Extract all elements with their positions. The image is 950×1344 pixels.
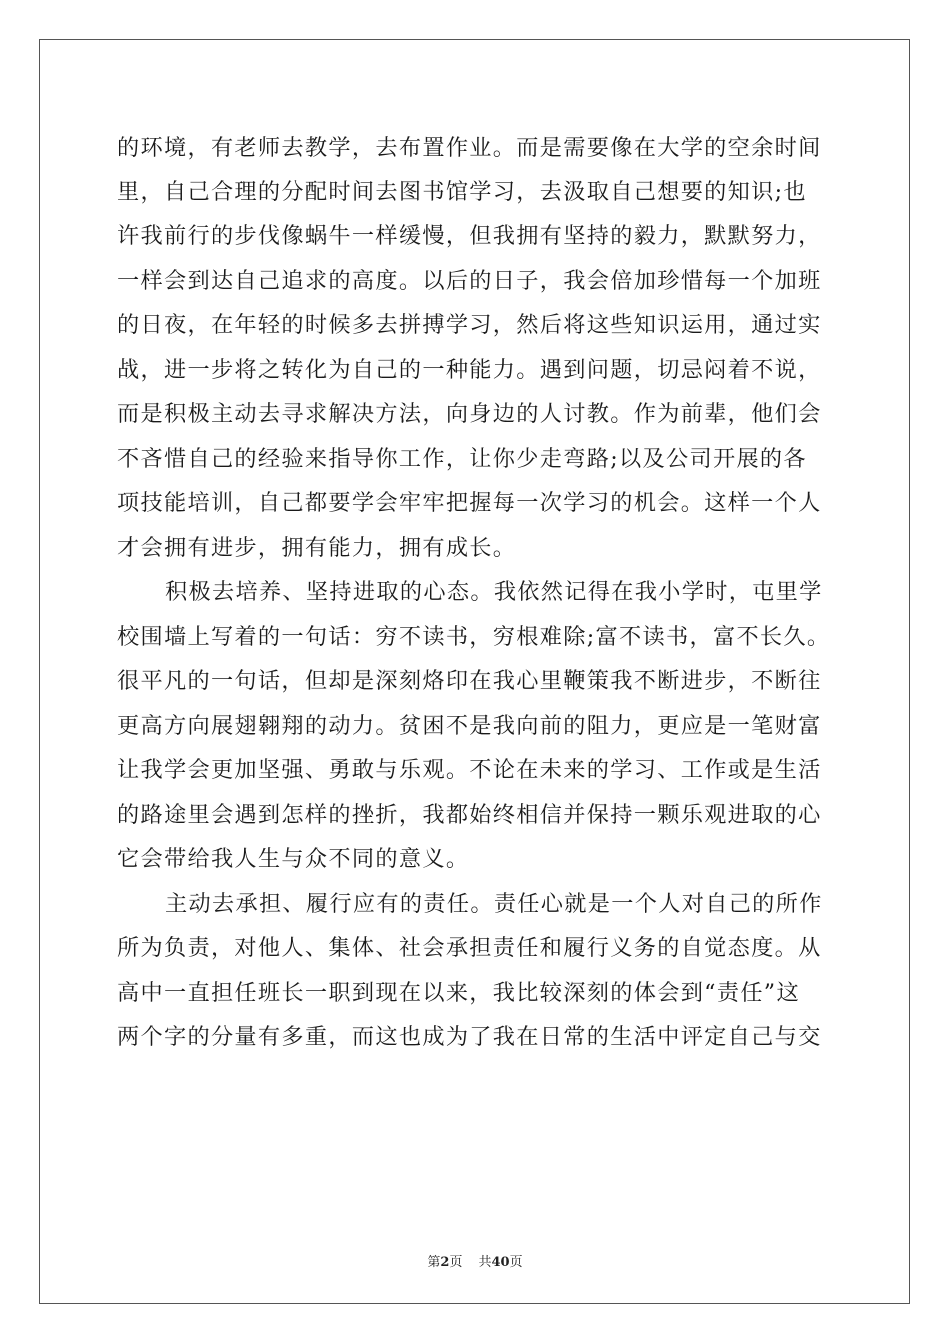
text-line: 的日夜，在年轻的时候多去拼搏学习，然后将这些知识运用，通过实 [117, 312, 822, 338]
page-prefix: 第 [427, 1255, 441, 1270]
text-line: 才会拥有进步，拥有能力，拥有成长。 [117, 535, 517, 561]
text-line: 很平凡的一句话，但却是深刻烙印在我心里鞭策我不断进步，不断往 [117, 668, 822, 694]
text-line: 的路途里会遇到怎样的挫折，我都始终相信并保持一颗乐观进取的心 [117, 802, 822, 828]
text-line: 两个字的分量有多重，而这也成为了我在日常的生活中评定自己与交 [117, 1024, 822, 1050]
text-line: 更高方向展翅翱翔的动力。贫困不是我向前的阻力，更应是一笔财富 [117, 713, 822, 739]
total-prefix: 共 [478, 1255, 492, 1270]
paragraph-first-line: 积极去培养、坚持进取的心态。我依然记得在我小学时，屯里学 [165, 579, 823, 605]
text-line: 而是积极主动去寻求解决方法，向身边的人讨教。作为前辈，他们会 [117, 401, 822, 427]
paragraph-first-line: 主动去承担、履行应有的责任。责任心就是一个人对自己的所作 [165, 891, 823, 917]
text-line: 让我学会更加坚强、勇敢与乐观。不论在未来的学习、工作或是生活 [117, 757, 822, 783]
text-line: 不吝惜自己的经验来指导你工作，让你少走弯路;以及公司开展的各 [117, 446, 807, 472]
text-line: 里，自己合理的分配时间去图书馆学习，去汲取自己想要的知识;也 [117, 179, 807, 205]
total-page-count: 40 [491, 1255, 510, 1270]
page-suffix: 页 [449, 1255, 463, 1270]
text-line: 高中一直担任班长一职到现在以来，我比较深刻的体会到“责任”这 [117, 980, 800, 1006]
total-suffix: 页 [509, 1255, 523, 1270]
text-line: 所为负责，对他人、集体、社会承担责任和履行义务的自觉态度。从 [117, 935, 822, 961]
text-line: 一样会到达自己追求的高度。以后的日子，我会倍加珍惜每一个加班 [117, 268, 822, 294]
text-line: 校围墙上写着的一句话：穷不读书，穷根难除;富不读书，富不长久。 [117, 624, 831, 650]
page-footer [0, 1251, 950, 1270]
text-line: 项技能培训，自己都要学会牢牢把握每一次学习的机会。这样一个人 [117, 490, 822, 516]
text-line: 许我前行的步伐像蜗牛一样缓慢，但我拥有坚持的毅力，默默努力， [117, 223, 822, 249]
current-page-number: 2 [440, 1255, 450, 1270]
text-line: 的环境，有老师去教学，去布置作业。而是需要像在大学的空余时间 [117, 135, 822, 161]
text-line: 它会带给我人生与众不同的意义。 [117, 846, 470, 872]
text-line: 战，进一步将之转化为自己的一种能力。遇到问题，切忌闷着不说， [117, 357, 822, 383]
